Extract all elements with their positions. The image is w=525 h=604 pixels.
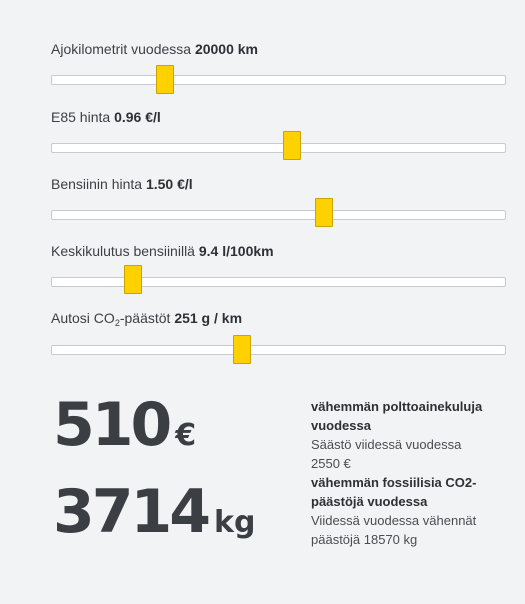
slider-thumb-annual-km[interactable] [156, 65, 174, 94]
co2-5yr-label: Viidessä vuodessa vähennät päästöjä 18570 kg [311, 513, 477, 547]
fuel-savings-heading: vähemmän polttoainekuluja vuodessa [311, 399, 483, 433]
slider-label-e85-price: E85 hinta 0.96 €/l [51, 109, 161, 125]
slider-track-co2-emissions[interactable] [51, 345, 506, 355]
emissions-value: 3714 [53, 477, 208, 547]
slider-thumb-gasoline-price[interactable] [315, 198, 333, 227]
fuel-savings-result [53, 390, 197, 460]
slider-value-annual-km: 20000 km [194, 41, 259, 57]
slider-track-gasoline-price[interactable] [51, 210, 506, 220]
savings-summary [311, 397, 511, 549]
fuel-savings-unit: € [175, 418, 197, 453]
slider-label-gasoline-price: Bensiinin hinta 1.50 €/l [51, 176, 193, 192]
emissions-unit: kg [214, 505, 256, 540]
slider-e85-price [51, 108, 506, 126]
emissions-result [53, 477, 256, 547]
slider-value-e85-price: 0.96 €/l [114, 109, 161, 125]
slider-track-avg-consumption[interactable] [51, 277, 506, 287]
slider-track-annual-km[interactable] [51, 75, 506, 85]
slider-gasoline-price [51, 175, 506, 193]
slider-co2-emissions [51, 309, 506, 327]
slider-thumb-co2-emissions[interactable] [233, 335, 251, 364]
slider-thumb-avg-consumption[interactable] [124, 265, 142, 294]
fuel-5yr-label: Säästö viidessä vuodessa [311, 437, 462, 452]
slider-label-avg-consumption: Keskikulutus bensiinillä 9.4 l/100km [51, 243, 274, 259]
slider-thumb-e85-price[interactable] [283, 131, 301, 160]
slider-avg-consumption [51, 242, 506, 260]
slider-value-co2-emissions: 251 g / km [174, 310, 243, 326]
slider-value-gasoline-price: 1.50 €/l [145, 176, 193, 192]
slider-label-co2-emissions: Autosi $CO_2$-päästöt 251 g / km [51, 310, 243, 328]
slider-annual-km [51, 40, 506, 58]
co2-savings-heading: vähemmän fossiilisia CO2-päästöjä vuodessa [311, 475, 477, 509]
slider-label-annual-km: Ajokilometrit vuodessa 20000 km [51, 41, 259, 57]
slider-value-avg-consumption: 9.4 l/100km [198, 243, 274, 259]
fuel-savings-value: 510 [53, 390, 170, 460]
fuel-5yr-value: 2550 € [311, 456, 351, 471]
slider-track-e85-price[interactable] [51, 143, 506, 153]
